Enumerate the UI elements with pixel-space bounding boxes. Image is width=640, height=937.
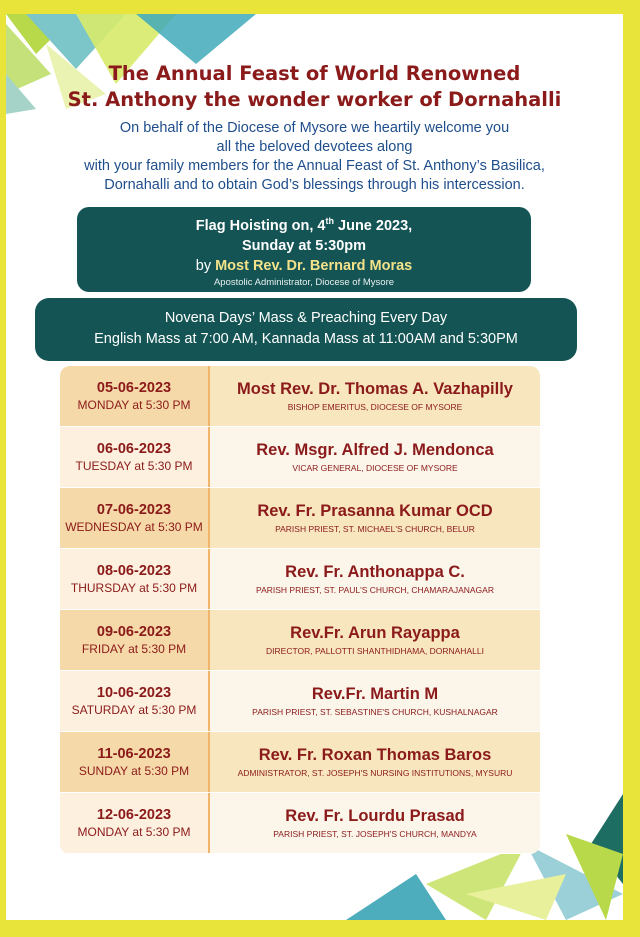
schedule-row	[60, 427, 540, 488]
preacher-role: DIRECTOR, PALLOTTI SHANTHIDHAMA, DORNAHALLI	[266, 645, 484, 656]
preacher-name: Rev. Msgr. Alfred J. Mendonca	[256, 440, 494, 459]
date-cell	[60, 427, 210, 487]
flag-hoisting-banner	[77, 207, 531, 292]
schedule-day: SUNDAY at 5:30 PM	[78, 764, 190, 778]
preacher-role: PARISH PRIEST, ST. MICHAEL'S CHURCH, BELUR	[275, 523, 475, 534]
novena-title: Novena Days’ Mass & Preaching Every Day	[164, 310, 448, 326]
date-cell	[60, 366, 210, 426]
date-cell	[60, 732, 210, 792]
date-cell	[60, 610, 210, 670]
schedule-day: THURSDAY at 5:30 PM	[70, 581, 198, 595]
preacher-cell	[210, 427, 540, 487]
date-cell	[60, 671, 210, 731]
poster-sheet	[6, 14, 623, 920]
preacher-name: Rev. Fr. Anthonappa C.	[285, 562, 465, 581]
schedule-date: 11-06-2023	[97, 746, 171, 762]
date-cell	[60, 793, 210, 853]
preacher-name: Rev.Fr. Arun Rayappa	[290, 623, 460, 642]
preacher-role: BISHOP EMERITUS, DIOCESE OF MYSORE	[287, 401, 463, 412]
preacher-role: ADMINISTRATOR, ST. JOSEPH'S NURSING INSTITUTIONS, MYSURU	[237, 767, 513, 778]
schedule-row	[60, 671, 540, 732]
intro-line-4: Dornahalli and to obtain God’s blessings through his intercession.	[104, 177, 525, 193]
preacher-name: Rev. Fr. Roxan Thomas Baros	[258, 745, 492, 764]
feast-title-line-1: The Annual Feast of World Renowned	[108, 62, 521, 85]
date-cell	[60, 549, 210, 609]
preacher-cell	[210, 549, 540, 609]
preacher-cell	[210, 366, 540, 426]
celebrant-name: Most Rev. Dr. Bernard Moras	[215, 257, 413, 274]
intro-line-2: all the beloved devotees along	[216, 139, 413, 155]
flag-month-year: June 2023,	[334, 217, 413, 234]
flag-hoisting-time: Sunday at 5:30pm	[241, 237, 367, 254]
schedule-row	[60, 732, 540, 793]
preacher-cell	[210, 671, 540, 731]
schedule-date: 12-06-2023	[96, 807, 172, 823]
schedule-date: 10-06-2023	[96, 685, 172, 701]
schedule-day: MONDAY at 5:30 PM	[77, 398, 191, 412]
preacher-cell	[210, 488, 540, 548]
schedule-row	[60, 488, 540, 549]
preacher-role: PARISH PRIEST, ST. SEBASTINE'S CHURCH, KUSHALNAGAR	[252, 706, 498, 717]
novena-banner	[35, 298, 577, 361]
schedule-day: SATURDAY at 5:30 PM	[71, 703, 197, 717]
schedule-date: 08-06-2023	[96, 563, 172, 579]
schedule-row	[60, 610, 540, 671]
intro-line-3: with your family members for the Annual Feast of St. Anthony’s Basilica,	[84, 158, 545, 174]
schedule-day: TUESDAY at 5:30 PM	[75, 459, 193, 473]
schedule-date: 07-06-2023	[96, 502, 172, 518]
preacher-name: Rev. Fr. Lourdu Prasad	[285, 806, 465, 825]
flag-hoisting-date	[77, 211, 531, 236]
novena-schedule-table	[60, 366, 540, 854]
preacher-name: Rev. Fr. Prasanna Kumar OCD	[257, 501, 493, 520]
preacher-cell	[210, 732, 540, 792]
schedule-row	[60, 793, 540, 854]
preacher-name: Most Rev. Dr. Thomas A. Vazhapilly	[237, 379, 513, 398]
by-prefix: by	[195, 257, 216, 274]
flag-hoisting-by	[77, 256, 531, 276]
date-cell	[60, 488, 210, 548]
flag-date-suffix: th	[325, 216, 334, 226]
schedule-day: WEDNESDAY at 5:30 PM	[65, 520, 203, 534]
schedule-row	[60, 366, 540, 427]
preacher-name: Rev.Fr. Martin M	[311, 684, 439, 703]
intro-line-1: On behalf of the Diocese of Mysore we heartily welcome you	[119, 120, 510, 136]
schedule-day: FRIDAY at 5:30 PM	[81, 642, 187, 656]
schedule-row	[60, 549, 540, 610]
schedule-date: 09-06-2023	[96, 624, 172, 640]
flag-date-text: Flag Hoisting on, 4	[195, 217, 326, 234]
preacher-cell	[210, 610, 540, 670]
schedule-date: 06-06-2023	[96, 441, 172, 457]
preacher-role: PARISH PRIEST, ST. PAUL'S CHURCH, CHAMARAJANAGAR	[256, 584, 494, 595]
schedule-day: MONDAY at 5:30 PM	[77, 825, 191, 839]
celebrant-role: Apostolic Administrator, Diocese of Mysore	[213, 276, 395, 288]
novena-mass-times: English Mass at 7:00 AM, Kannada Mass at 11:00AM and 5:30PM	[94, 331, 518, 347]
preacher-role: VICAR GENERAL, DIOCESE OF MYSORE	[292, 462, 458, 473]
schedule-date: 05-06-2023	[96, 380, 172, 396]
preacher-cell	[210, 793, 540, 853]
preacher-role: PARISH PRIEST, ST. JOSEPH'S CHURCH, MANDYA	[273, 828, 477, 839]
feast-title-line-2: St. Anthony the wonder worker of Dornahalli	[67, 88, 562, 111]
